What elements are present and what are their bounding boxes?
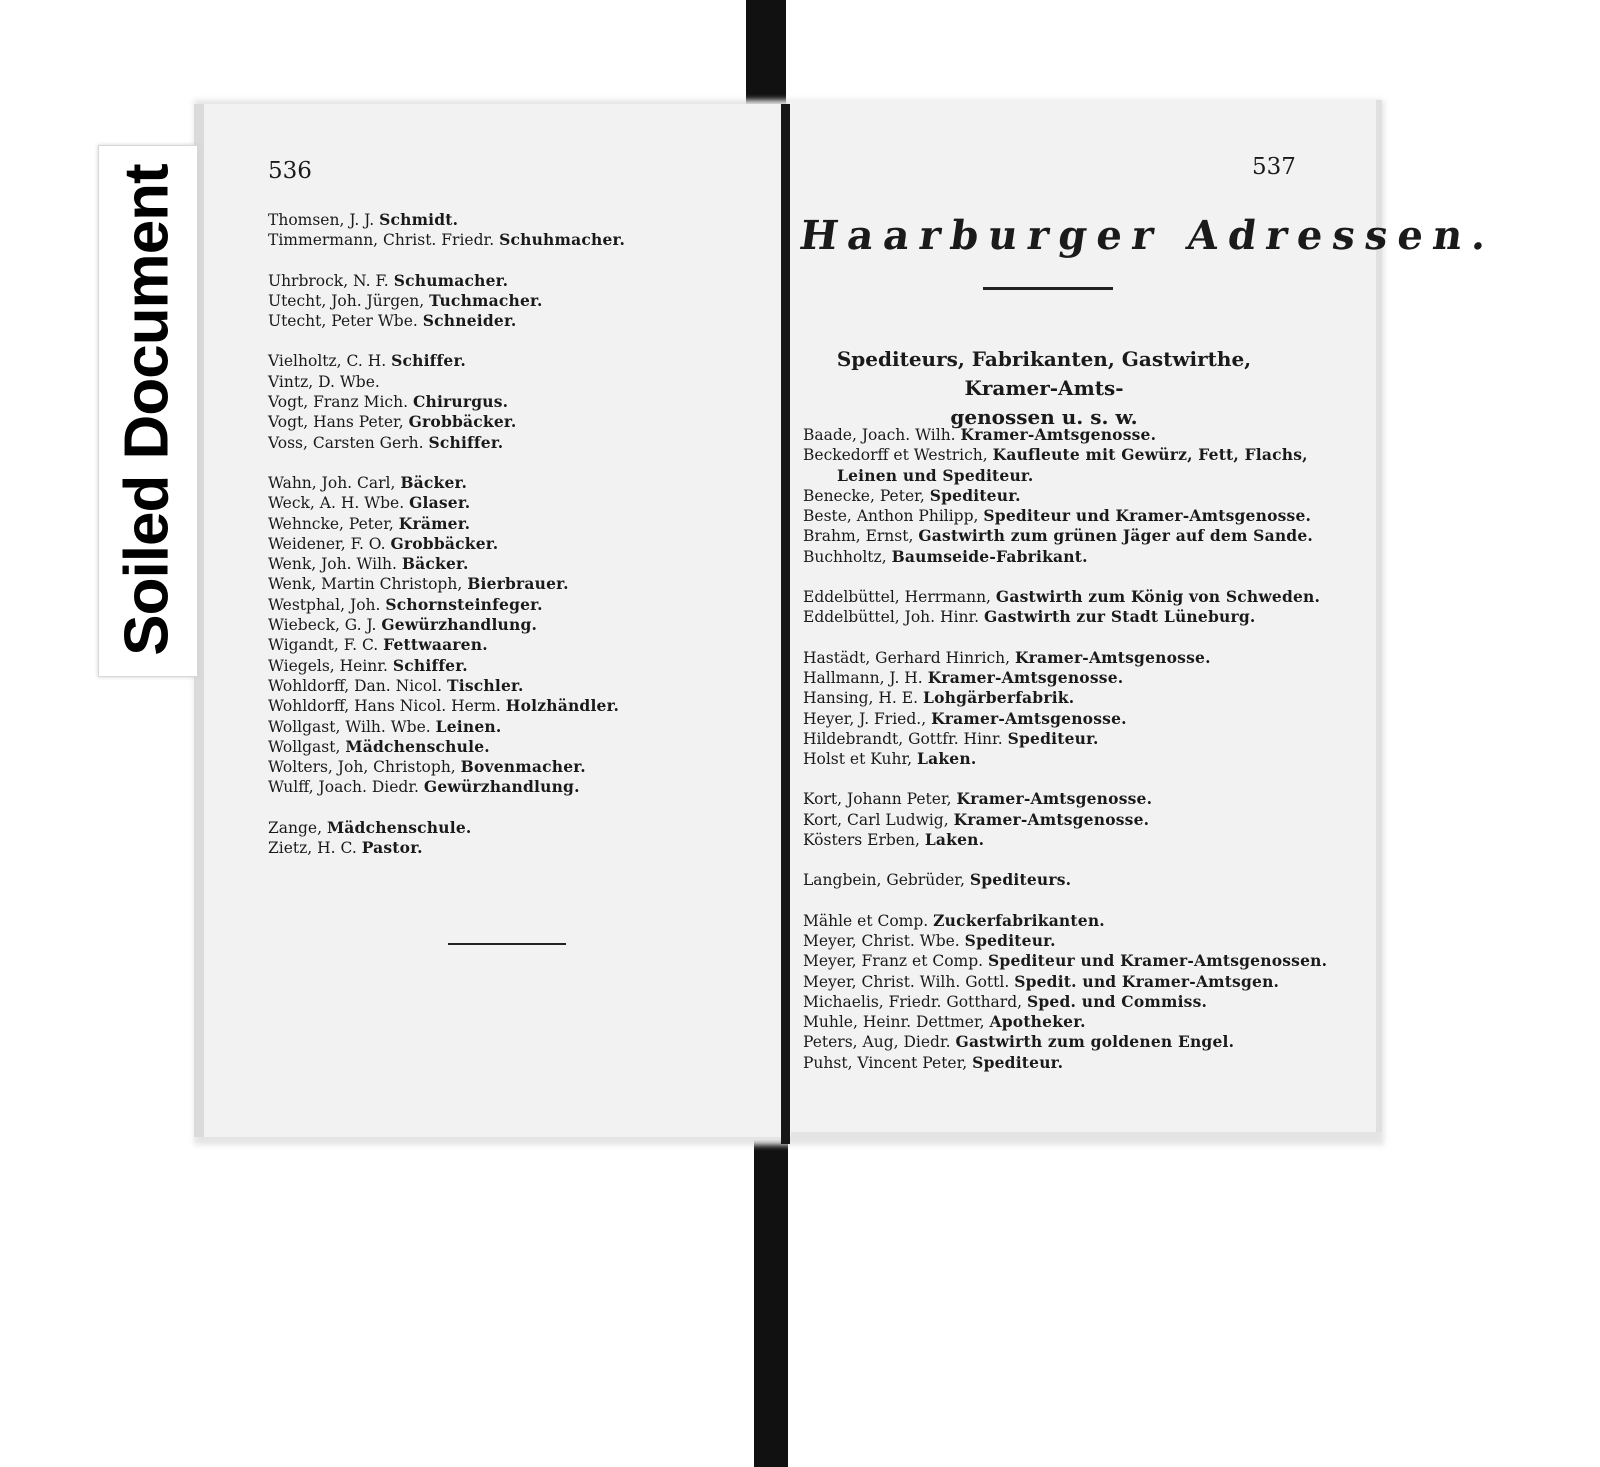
list-item [268,757,625,777]
entry-name: Puhst, Vincent Peter, [803,1053,968,1072]
list-item [268,534,625,554]
right-page-number: 537 [1252,154,1296,180]
entry-occupation: Schornsteinfeger. [385,594,543,614]
entry-occupation: Baumseide-Fabrikant. [891,546,1088,566]
list-item [803,648,1327,668]
entry-name: Brahm, Ernst, [803,527,914,546]
entry-name: Buchholtz, [803,547,887,566]
list-item [268,433,625,453]
entry-occupation: Gewürzhandlung. [381,615,538,635]
entry-occupation: Tischler. [447,675,524,695]
list-item [803,911,1327,931]
section-subheading [798,345,1290,432]
entry-name: Eddelbüttel, Herrmann, [803,588,991,607]
entry-occupation: Bovenmacher. [460,757,586,777]
list-item [268,777,625,797]
list-item [268,838,625,858]
list-item [268,615,625,635]
entry-name: Wohldorff, Dan. Nicol. [268,676,443,695]
entry-name: Wenk, Martin Christoph, [268,575,463,594]
entry-occupation: Gastwirth zum grünen Jäger auf dem Sande. [918,526,1313,546]
entry-name: Michaelis, Friedr. Gotthard, [803,992,1023,1011]
entry-name: Beckedorff et Westrich, [803,446,988,465]
entry-name: Meyer, Christ. Wilh. Gottl. [803,972,1010,991]
list-item [268,210,625,230]
entry-occupation: Sped. und Commiss. [1027,991,1208,1011]
entry-occupation: Kramer-Amtsgenosse. [956,789,1153,809]
entry-occupation: Laken. [917,749,977,769]
entry-occupation: Pastor. [361,838,423,858]
entry-occupation: Holzhändler. [505,696,620,716]
list-item [268,392,625,412]
list-item [268,737,625,757]
entry-occupation: Spediteur und Kramer-Amtsgenosse. [983,506,1312,526]
group-gap [803,628,1327,648]
entry-name: Wollgast, [268,737,341,756]
entry-name: Vintz, D. Wbe. [268,372,380,391]
entry-occupation: Zuckerfabrikanten. [933,910,1105,930]
entry-name: Beste, Anthon Philipp, [803,507,979,526]
entry-name: Vogt, Franz Mich. [268,393,409,412]
entry-occupation: Kramer-Amtsgenosse. [931,708,1127,728]
entry-occupation: Gastwirth zum goldenen Engel. [955,1032,1235,1052]
entry-name: Uhrbrock, N. F. [268,271,389,290]
entry-name: Wenk, Joh. Wilh. [268,555,397,574]
entry-occupation: Schuhmacher. [499,230,626,250]
entry-occupation: Leinen und Spediteur. [837,465,1034,485]
list-item [803,810,1327,830]
entry-name: Hildebrandt, Gottfr. Hinr. [803,729,1003,748]
list-item [803,425,1327,445]
entry-occupation: Spediteurs. [969,870,1072,890]
entry-name: Kort, Johann Peter, [803,790,952,809]
entry-occupation: Kaufleute mit Gewürz, Fett, Flachs, [992,445,1308,465]
entry-name: Thomsen, J. J. [268,211,375,229]
closing-rule [448,943,566,945]
list-item [803,709,1327,729]
list-item [803,547,1327,567]
list-item [803,749,1327,769]
list-item [803,1053,1327,1073]
entry-occupation: Leinen. [435,716,502,736]
soiled-document-label: Soiled Document [112,164,182,656]
group-gap [803,567,1327,587]
entry-occupation: Laken. [924,830,985,850]
list-item [803,1012,1327,1032]
entry-occupation: Spediteur. [972,1052,1064,1072]
subheading-line-1: Spediteurs, Fabrikanten, Gastwirthe, Kramer-Amts- [836,347,1252,400]
entry-name: Meyer, Christ. Wbe. [803,931,960,950]
entry-name: Wolters, Joh, Christoph, [268,758,456,777]
subheading-line-2: genossen u. s. w. [950,405,1138,429]
entry-name: Hallmann, J. H. [803,668,923,687]
list-item [268,676,625,696]
entry-name: Eddelbüttel, Joh. Hinr. [803,608,980,627]
entry-name: Timmermann, Christ. Friedr. [268,231,495,250]
right-entry-list [803,425,1327,1073]
entry-occupation: Chirurgus. [412,392,509,412]
entry-occupation: Gastwirth zur Stadt Lüneburg. [984,607,1256,627]
entry-name: Meyer, Franz et Comp. [803,952,984,971]
list-item [268,230,625,250]
group-gap [268,251,625,271]
entry-occupation: Bäcker. [401,554,469,574]
entry-name: Wahn, Joh. Carl, [268,473,396,492]
list-item [268,291,625,311]
entry-name: Wiebeck, G. J. [268,616,377,635]
entry-name: Hastädt, Gerhard Hinrich, [803,648,1011,667]
entry-name: Benecke, Peter, [803,486,925,505]
entry-name: Kort, Carl Ludwig, [803,810,949,829]
list-item [268,372,625,392]
entry-occupation: Gastwirth zum König von Schweden. [995,587,1321,607]
list-item [268,818,625,838]
entry-occupation: Mädchenschule. [345,736,490,756]
entry-occupation: Schiffer. [428,432,504,452]
entry-occupation: Grobbäcker. [408,412,517,432]
group-gap [803,769,1327,789]
list-item [803,789,1327,809]
entry-name: Langbein, Gebrüder, [803,871,965,890]
entry-occupation: Grobbäcker. [390,533,499,553]
list-item [268,473,625,493]
list-item [803,992,1327,1012]
entry-name: Holst et Kuhr, [803,750,913,769]
entry-name: Baade, Joach. Wilh. [803,426,956,444]
list-item [803,688,1327,708]
entry-name: Mähle et Comp. [803,911,929,930]
entry-name: Wigandt, F. C. [268,636,379,655]
entry-occupation: Krämer. [398,513,471,533]
list-item [268,595,625,615]
list-item [803,526,1327,546]
list-item [803,587,1327,607]
list-item [268,271,625,291]
entry-occupation: Glaser. [409,493,471,513]
entry-occupation: Schneider. [422,311,517,331]
entry-occupation: Kramer-Amtsgenosse. [953,809,1150,829]
entry-occupation: Fettwaaren. [383,635,488,655]
entry-occupation: Kramer-Amtsgenosse. [1015,647,1211,667]
entry-occupation: Spediteur. [964,930,1056,950]
entry-occupation: Spediteur. [929,485,1021,505]
list-item [803,729,1327,749]
list-item [803,506,1327,526]
entry-occupation: Lohgärberfabrik. [922,688,1075,708]
entry-occupation: Tuchmacher. [429,290,543,310]
entry-occupation: Bäcker. [400,472,468,492]
entry-name: Zietz, H. C. [268,839,357,858]
entry-occupation: Spediteur und Kramer-Amtsgenossen. [988,951,1328,971]
list-item [268,635,625,655]
page-heading: Haarburger Adressen. [796,212,1500,259]
binding-strap-bottom [754,1140,788,1467]
entry-name: Utecht, Joh. Jürgen, [268,291,425,310]
list-item [803,445,1327,465]
group-gap [268,331,625,351]
list-item [268,554,625,574]
list-item [268,311,625,331]
list-item [803,870,1327,890]
list-item [803,668,1327,688]
group-gap [803,850,1327,870]
list-item [268,696,625,716]
entry-name: Muhle, Heinr. Dettmer, [803,1013,985,1032]
list-item [803,931,1327,951]
entry-name: Wiegels, Heinr. [268,656,388,675]
list-item [268,351,625,371]
entry-name: Wulff, Joach. Diedr. [268,778,419,797]
entry-name: Westphal, Joh. [268,595,381,614]
entry-name: Wehncke, Peter, [268,514,394,533]
binding-strap-top [746,0,786,105]
entry-occupation: Spedit. und Kramer-Amtsgen. [1014,971,1280,991]
entry-occupation: Mädchenschule. [326,817,472,837]
list-item [268,717,625,737]
entry-name: Weidener, F. O. [268,534,386,553]
entry-occupation: Schmidt. [379,210,459,229]
entry-name: Vielholtz, C. H. [268,352,387,371]
group-gap [268,453,625,473]
list-item [803,466,1327,486]
entry-name: Weck, A. H. Wbe. [268,494,405,513]
left-page-number: 536 [268,158,312,184]
entry-occupation: Schumacher. [393,270,509,290]
group-gap [803,891,1327,911]
entry-occupation: Gewürzhandlung. [423,777,580,797]
entry-name: Wohldorff, Hans Nicol. Herm. [268,697,501,716]
list-item [803,486,1327,506]
entry-occupation: Schiffer. [391,351,467,371]
list-item [268,574,625,594]
entry-name: Peters, Aug, Diedr. [803,1033,951,1052]
entry-name: Utecht, Peter Wbe. [268,312,418,331]
heading-rule [983,287,1113,290]
entry-name: Vogt, Hans Peter, [268,413,404,432]
entry-occupation: Kramer-Amtsgenosse. [960,425,1157,444]
entry-occupation: Apotheker. [989,1012,1086,1032]
entry-occupation: Bierbrauer. [467,574,569,594]
list-item [268,412,625,432]
entry-occupation: Kramer-Amtsgenosse. [927,667,1124,687]
list-item [803,607,1327,627]
group-gap [268,798,625,818]
entry-name: Heyer, J. Fried., [803,709,927,728]
list-item [268,656,625,676]
entry-name: Wollgast, Wilh. Wbe. [268,717,431,736]
list-item [268,514,625,534]
left-entry-list [268,210,625,858]
entry-name: Kösters Erben, [803,831,920,850]
list-item [268,493,625,513]
entry-name: Hansing, H. E. [803,689,919,708]
list-item [803,972,1327,992]
entry-name: Voss, Carsten Gerh. [268,433,424,452]
list-item [803,830,1327,850]
list-item [803,1032,1327,1052]
entry-occupation: Schiffer. [392,655,468,675]
entry-name: Zange, [268,818,323,837]
book-spine [781,104,790,1144]
list-item [803,951,1327,971]
entry-occupation: Spediteur. [1007,728,1099,748]
